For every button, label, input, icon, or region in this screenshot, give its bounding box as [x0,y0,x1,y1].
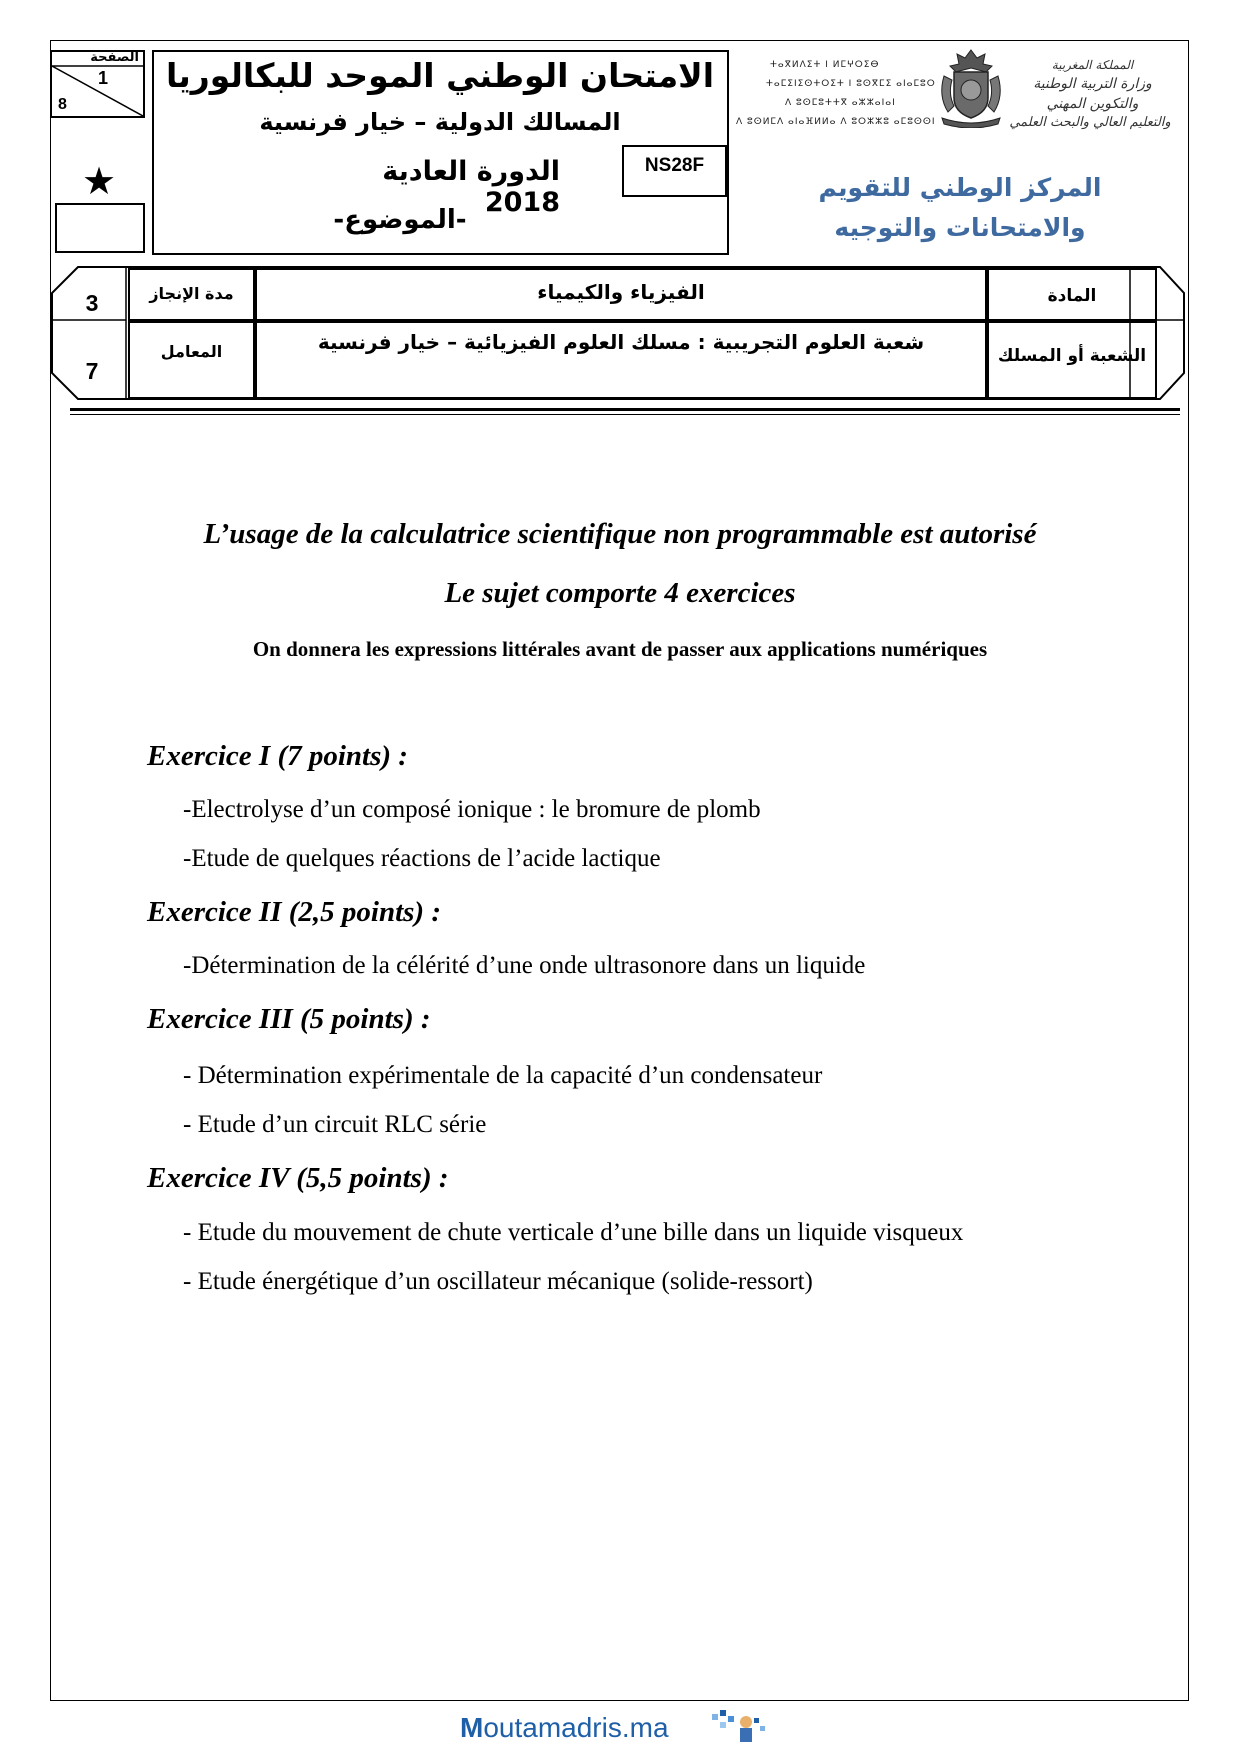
exercise-title: Exercice I (7 points) : [147,740,408,772]
exercise-item: -Electrolyse d’un composé ionique : le bromure de plomb [183,796,761,823]
exam-track: المسالك الدولية – خيار فرنسية [259,108,621,136]
pixel-mascot-icon [710,1708,770,1748]
separator-line [70,408,1180,411]
subject-label: -الموضوع- [333,205,467,235]
exercise-title: Exercice III (5 points) : [147,1003,431,1035]
exam-code: NS28F [644,155,705,176]
tifinagh-line: ⴷ ⵓⵙⵎⵓⵜⵜⴳ ⴰⵣⵣⴰⵏⴰⵏ [785,98,896,108]
instructions: On donnera les expressions littérales avant de passer aux applications numériques [252,637,988,661]
ministry-line: والتعليم العالي والبحث العلمي [1009,115,1171,130]
session: الدورة العادية 2018 [382,156,560,218]
page-total: 8 [58,96,67,113]
exercise-item: - Etude d’un circuit RLC série [183,1111,487,1138]
star-icon: ★ [82,159,117,203]
tifinagh-line: ⴷ ⵓⵙⵍⵎⴷ ⴰⵏⴰⴼⵍⵍⴰ ⴷ ⵓⵔⵣⵣⵓ ⴰⵎⵓⵙⵙⵏ [736,117,936,127]
separator-line [70,414,1180,415]
blank-box [55,203,145,253]
exercise-item: -Détermination de la célérité d’une onde ultrasonore dans un liquide [183,952,866,979]
duration-label: مدة الإنجاز [149,284,234,303]
subject-value: الفيزياء والكيمياء [537,280,705,304]
exercise-item: -Etude de quelques réactions de l’acide lactique [183,845,661,872]
ministry-line: والتكوين المهني [1046,96,1139,112]
exercise-count: Le sujet comporte 4 exercices [444,577,796,609]
subject-label: المادة [1047,286,1097,306]
exercise-title: Exercice IV (5,5 points) : [147,1162,449,1194]
exercise-title: Exercice II (2,5 points) : [147,896,441,928]
exercise-item: - Etude énergétique d’un oscillateur mécanique (solide-ressort) [183,1268,813,1295]
coef-label: المعامل [160,342,223,361]
calculator-notice: L’usage de la calculatrice scientifique non programmable est autorisé [203,518,1037,550]
tifinagh-line: ⵜⴰⴳⵍⴷⵉⵜ ⵏ ⵍⵎⵖⵔⵉⴱ [770,60,880,70]
ministry-line: وزارة التربية الوطنية [1033,76,1152,92]
tifinagh-line: ⵜⴰⵎⵉⵏⵉⵙⵜⵔⵉⵜ ⵏ ⵓⵙⴳⵎⵉ ⴰⵏⴰⵎⵓⵔ [766,79,936,89]
ministry-line: المملكة المغربية [1051,58,1134,72]
track-label: الشعبة أو المسلك [997,346,1147,366]
page-counter [50,50,145,118]
exam-title: الامتحان الوطني الموحد للبكالوريا [165,56,715,95]
brand-name: outamadris.ma [483,1712,669,1743]
brand-logo[interactable] [460,1712,669,1746]
center-name: المركز الوطني للتقويم والامتحانات والتوجيه [818,173,1102,242]
page-label: الصفحة [90,50,139,65]
page-current: 1 [98,68,109,88]
coef-value: 7 [85,358,99,384]
exercise-item: - Etude du mouvement de chute verticale d’une bille dans un liquide visqueux [183,1219,964,1246]
brand-prefix: M [460,1712,484,1743]
duration-value: 3 [85,290,99,316]
exercise-item: - Détermination expérimentale de la capacité d’un condensateur [183,1062,823,1089]
track-value: شعبة العلوم التجريبية : مسلك العلوم الفيزيائية – خيار فرنسية [317,330,925,354]
